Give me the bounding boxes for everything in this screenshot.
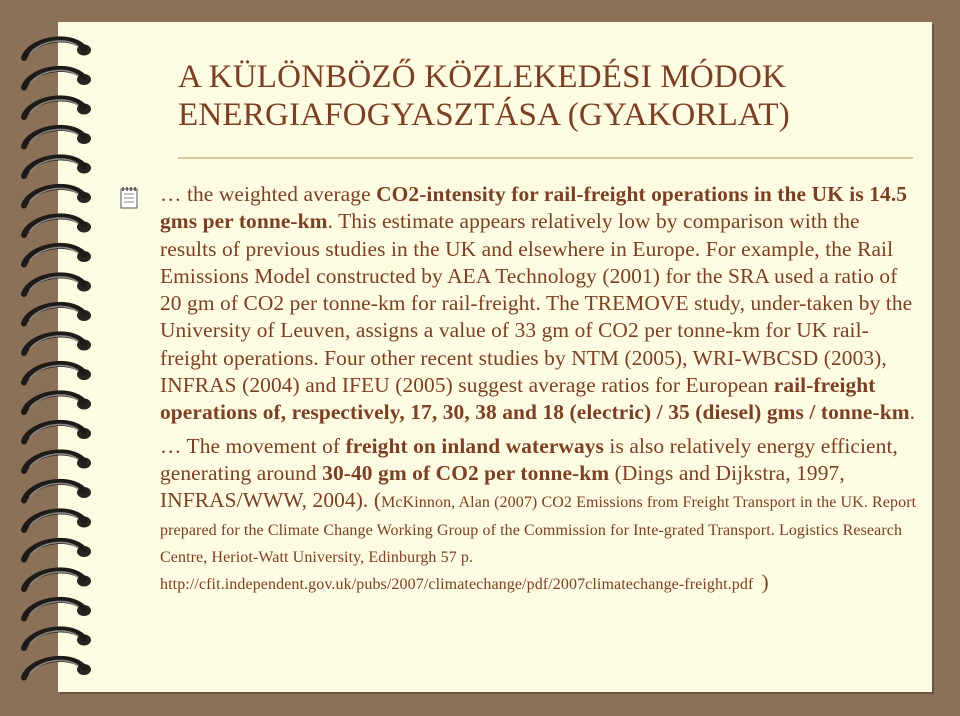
spiral-binding [0, 0, 110, 716]
p2-text-e: (Dings and Dijkstra, 1997, INFRAS/WWW, 2004). ( [160, 460, 845, 513]
spiral-ring-icon [24, 246, 91, 265]
spiral-ring-icon [24, 98, 91, 117]
citation-url-line [160, 571, 920, 596]
page-title [178, 58, 898, 134]
p2-text-a: … The movement of [160, 433, 346, 458]
p1-highlight-intensity: CO2-intensity for rail-freight operations in the UK is 14.5 gms per tonne-km [160, 182, 908, 234]
spiral-ring-icon [24, 600, 91, 619]
spiral-ring-icon [24, 570, 91, 589]
spiral-ring-icon [24, 334, 91, 353]
p1-text-a: … the weighted average [160, 182, 377, 206]
spiral-ring-icon [24, 423, 91, 442]
spiral-ring-icon [24, 393, 91, 412]
title-line-2: ENERGIAFOGYASZTÁSA (GYAKORLAT) [178, 97, 790, 133]
p1-text-e: . [909, 400, 916, 425]
title-divider [178, 157, 913, 159]
paragraph-2 [160, 434, 920, 596]
spiral-ring-icon [24, 659, 91, 678]
citation-url[interactable]: http://cfit.independent.gov.uk/pubs/2007/climatechange/pdf/2007climatechange-freight.pdf [160, 576, 754, 594]
p2-highlight-waterways: freight on inland waterways [345, 433, 604, 458]
title-line-1: A KÜLÖNBÖZŐ KÖZLEKEDÉSI MÓDOK [178, 59, 787, 95]
spiral-ring-icon [24, 629, 91, 648]
spiral-ring-icon [24, 39, 91, 58]
spiral-ring-icon [24, 482, 91, 501]
spiral-ring-icon [24, 452, 91, 471]
spiral-ring-icon [24, 541, 91, 560]
spiral-ring-icon [24, 157, 91, 176]
citation-close-paren: ) [761, 570, 769, 595]
spiral-ring-icon [24, 216, 91, 235]
notepad-bullet-icon [118, 185, 142, 211]
citation-text: McKinnon, Alan (2007) CO2 Emissions from Freight Transport in the UK. Report prepared for the Climate Change Working Group of the Commission for Inte-grated Transport. Logistics Research Centre, Heriot-Watt University, Edinburgh 57 p. [160, 494, 917, 566]
p1-text-c: . This estimate appears relatively low by comparison with the results of previous studies in the UK and elsewhere in Europe. For example, the Rail Emissions Model constructed by AEA Technology (2001) for the SRA used a ratio of 20 gm of CO2 per tonne-km for rail-freight. The TREMOVE study, under-taken by the University of Leuven, assigns a value of 33 gm of CO2 per tonne-km for UK rail-freight operations. Four other recent studies by NTM (2005), WRI-WBCSD (2003), INFRAS (2004) and IFEU (2005) suggest average ratios for European [160, 209, 913, 398]
spiral-ring-icon [24, 511, 91, 530]
body-text [160, 181, 920, 596]
paragraph-gap [160, 427, 920, 433]
spiral-ring-icon [24, 305, 91, 324]
spiral-ring-icon [24, 187, 91, 206]
p1-highlight-ratios: rail-freight operations of, respectively, 17, 30, 38 and 18 (electric) / 35 (diesel) gms / tonne-km [160, 373, 910, 425]
paragraph-1 [160, 182, 915, 424]
p2-text-c: is also relatively energy efficient, generating around [160, 433, 898, 485]
p2-highlight-co2: 30-40 gm of CO2 per tonne-km [322, 460, 610, 485]
spiral-ring-icon [24, 275, 91, 294]
spiral-ring-icon [24, 128, 91, 147]
spiral-ring-icon [24, 69, 91, 88]
spiral-ring-icon [24, 364, 91, 383]
